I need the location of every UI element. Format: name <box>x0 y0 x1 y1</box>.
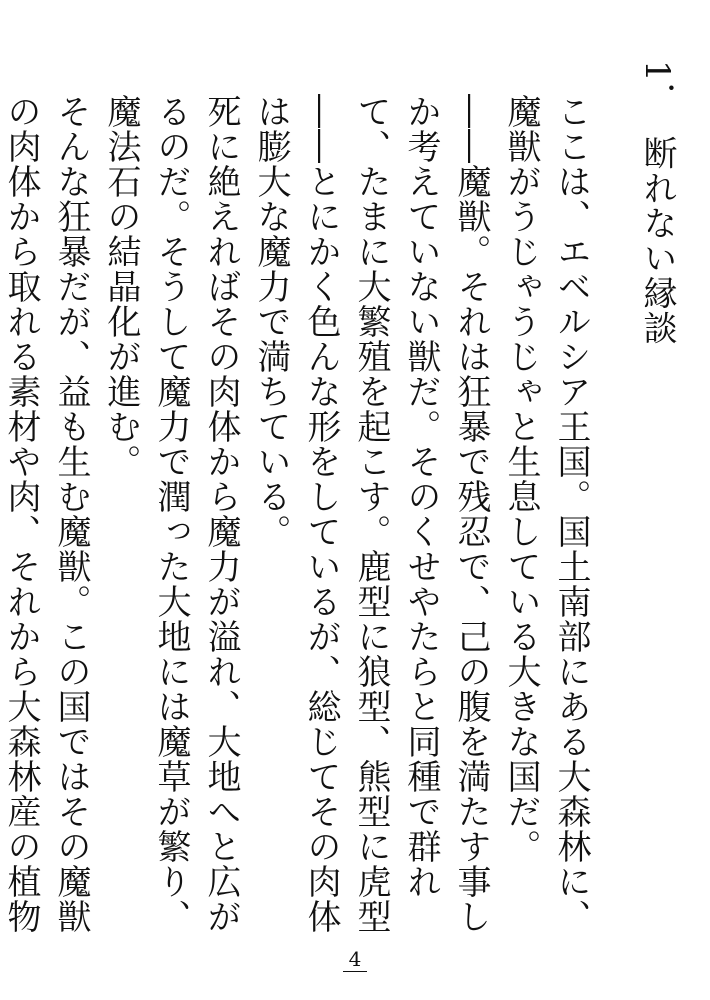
paragraph: ここは、エベルシア王国。国土南部にある大森林に、魔獣がうじゃうじゃと生息している大きな国だ。 <box>501 94 591 934</box>
chapter-title: 1． 断れない縁談 <box>637 60 677 346</box>
paragraph: 死に絶えればその肉体から魔力が溢れ、大地へと広がるのだ。そうして魔力で潤った大地には魔草が繁り、魔法石の結晶化が進む。 <box>101 94 241 934</box>
paragraph: ――魔獣。それは狂暴で残忍で、己の腹を満たす事しか考えていない獣だ。そのくせやたらと同種で群れて、たまに大繁殖を起こす。鹿型に狼型、熊型に虎型――とにかく色んな形をしているが、総じてその肉体は膨大な魔力で満ちている。 <box>251 94 491 934</box>
page-number: 4 <box>343 947 367 972</box>
vertical-text-body <box>0 60 682 940</box>
paragraph: そんな狂暴だが、益も生む魔獣。この国ではその魔獣の肉体から取れる素材や肉、それから大森林産の植物 <box>1 94 91 934</box>
